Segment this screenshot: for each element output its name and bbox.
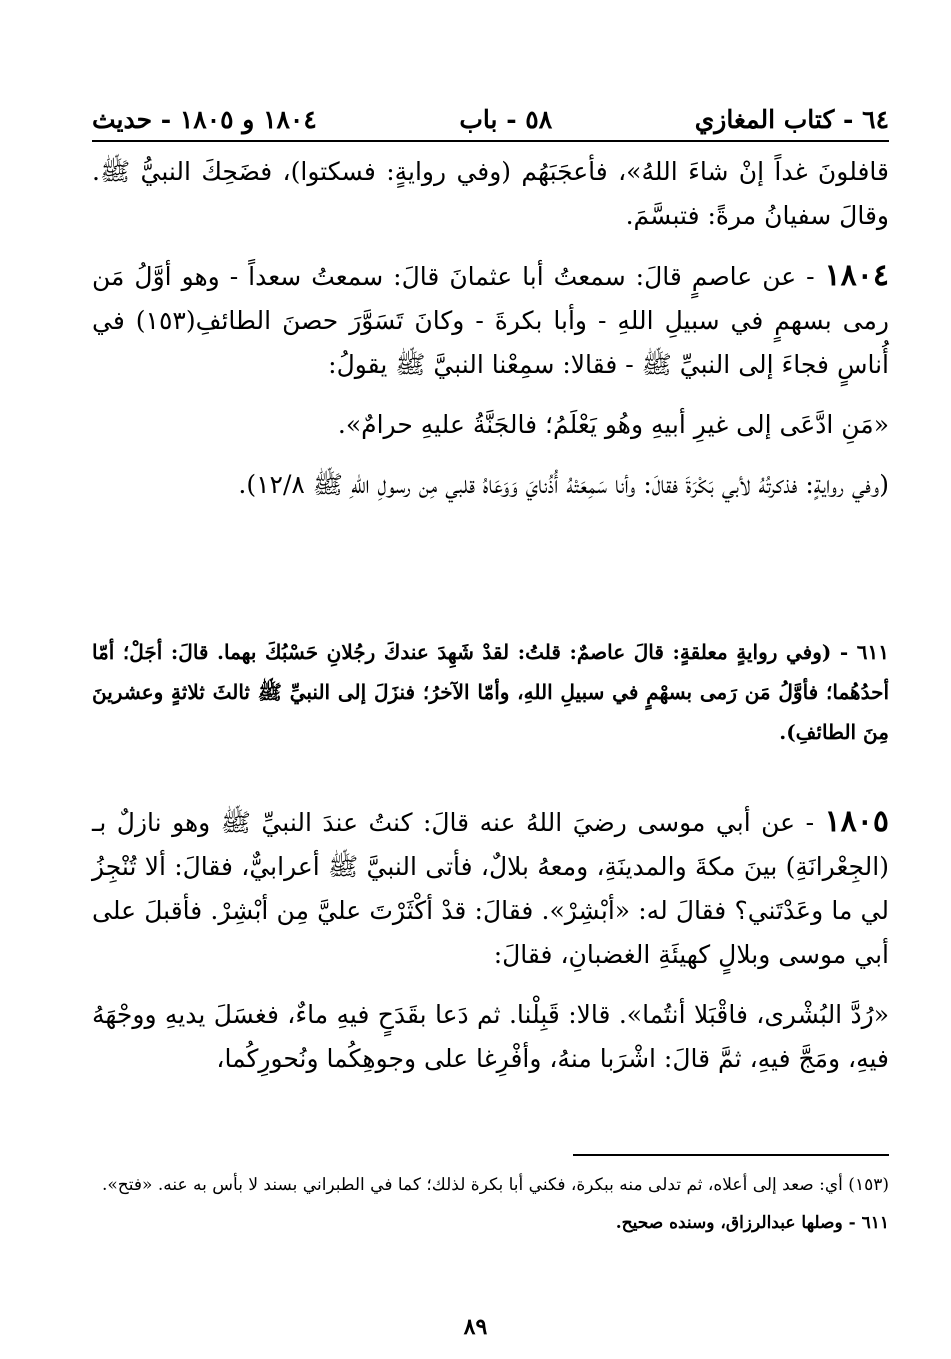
narration-611-text: ٦١١ - (وفي روايةٍ معلقةٍ: قالَ عاصمٌ: قلتُ: لقدْ شَهِدَ عندكَ رجُلانِ حَسْبُكَ بهما. قالَ: أجَلْ؛ أمّا أحدُهُما؛ فأوَّلُ مَن رَمى بسهْمٍ في سبيلِ اللهِ، وأمّا الآخرُ؛ فنزَلَ إلى النبيِّ ﷺ ثالثَ ثلاثةٍ وعشرينَ مِنَ الطائفِ). <box>92 640 889 744</box>
main-text-top <box>92 150 889 507</box>
footnotes <box>92 1166 889 1242</box>
header-divider <box>92 140 889 142</box>
hadith-1805-text: - عن أبي موسى رضيَ اللهُ عنه قالَ: كنتُ عندَ النبيِّ ﷺ وهو نازلٌ بـ (الجِعْرانَةِ) بينَ مكةَ والمدينَةِ، ومعهُ بلالٌ، فأتى النبيَّ ﷺ أعرابيٌّ، فقالَ: ألا تُنْجِزُ لي ما وعَدْتَني؟ فقالَ له: «أبْشِرْ». فقالَ: قدْ أكْثَرْتَ عليَّ مِن أبْشِرْ. فأقبلَ على أبي موسى وبلالٍ كهيئَةِ الغضبانِ، فقالَ: <box>92 808 889 969</box>
footnote-611: ٦١١ - وصلها عبدالرزاق، وسنده صحيح. <box>615 1213 889 1233</box>
paragraph-continuation: قافلونَ غداً إنْ شاءَ اللهُ»، فأعجَبَهُم (وفي روايةٍ: فسكتوا)، فضَحِكَ النبيُّ ﷺ. وقالَ سفيانُ مرةً: فتبسَّمَ. <box>92 157 889 230</box>
hadith-number-1805: ١٨٠٥ <box>824 804 889 839</box>
hadith-1804-text: - عن عاصمٍ قالَ: سمعتُ أبا عثمانَ قالَ: سمعتُ سعداً - وهو أوَّلُ مَن رمى بسهمٍ في سبيلِ اللهِ - وأبا بكرةَ - وكانَ تَسَوَّرَ حصنَ الطائفِ(١٥٣) في أُناسٍ فجاءَ إلى النبيِّ ﷺ - فقالا: سمِعْنا النبيَّ ﷺ يقولُ: <box>92 262 889 379</box>
hadith-1804 <box>92 254 889 387</box>
header-hadith-range: ١٨٠٤ و ١٨٠٥ - حديث <box>92 105 317 134</box>
header-chapter: ٥٨ - باب <box>459 105 553 134</box>
header-book-title: ٦٤ - كتاب المغازي <box>694 105 889 134</box>
main-text-bottom <box>92 800 889 1081</box>
page-header <box>92 96 889 134</box>
footnote-divider <box>573 1154 889 1156</box>
prophet-quote: «مَنِ ادَّعَى إلى غيرِ أبيهِ وهُو يَعْلَمُ؛ فالجَنَّةُ عليهِ حرامٌ». <box>337 410 889 439</box>
page-number: ٨٩ <box>463 1314 488 1340</box>
hadith-1805 <box>92 800 889 977</box>
paragraph-last: «رُدَّ البُشْرى، فاقْبَلا أنتُما». قالا: قَبِلْنا. ثم دَعا بقَدَحٍ فيهِ ماءٌ، فغسَلَ يديهِ ووجْهَهُ فيهِ، ومَجَّ فيهِ، ثمَّ قالَ: اشْرَبا منهُ، وأفْرِغا على وجوهِكُما ونُحورِكُما، <box>92 1000 889 1073</box>
sub-narration-611 <box>92 632 889 752</box>
footnote-153: (١٥٣) أي: صعد إلى أعلاه، ثم تدلى منه ببكرة، فكني أبا بكرة لذلك؛ كما في الطبراني بسند لا بأس به عنه. «فتح». <box>101 1175 889 1195</box>
hadith-number-1804: ١٨٠٤ <box>824 258 889 293</box>
riwaya-paragraph: (وفي روايةٍ: فذكرتُهُ لأبي بَكْرَةَ فقالَ: وأنا سَمِعَتْهُ أُذُنايَ وَوَعَاهُ قلبي مِن رسولِ اللهِ ﷺ ١٢/٨). <box>238 470 889 499</box>
